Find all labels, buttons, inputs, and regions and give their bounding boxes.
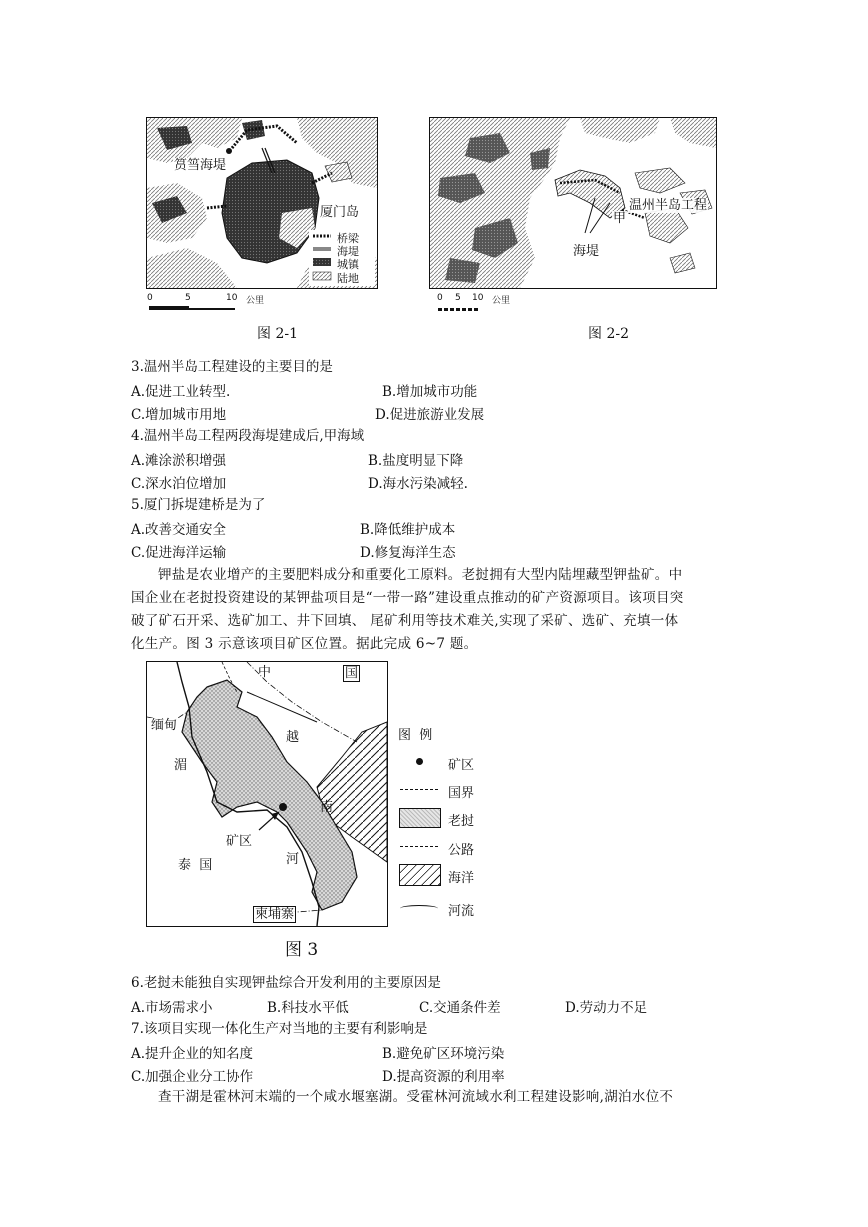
q5-option-a: A.改善交通安全	[131, 522, 227, 538]
label-river-he: 河	[286, 852, 300, 867]
label-myanmar: 缅甸	[151, 718, 178, 733]
q6-option-a: A.市场需求小	[131, 1000, 213, 1016]
q6-stem: 6.老挝未能独自实现钾盐综合开发利用的主要原因是	[131, 975, 441, 991]
label-china-guo: 国	[345, 666, 359, 681]
legend-laos-label: 老挝	[448, 814, 475, 829]
q6-option-b: B.科技水平低	[267, 1000, 349, 1016]
q4-option-c: C.深水泊位增加	[131, 476, 227, 492]
fig3-legend-title: 图 例	[398, 728, 433, 743]
potash-line-2: 国企业在老挝投资建设的某钾盐项目是“一带一路”建设重点推动的矿产资源项目。该项目突	[131, 590, 684, 606]
q5-option-d: D.修复海洋生态	[360, 545, 456, 561]
label-thailand: 泰 国	[178, 858, 213, 873]
scale-2-2-unit: 公里	[492, 296, 511, 306]
legend-border-symbol	[400, 789, 438, 790]
scale-2-1-unit: 公里	[246, 296, 265, 306]
potash-line-3: 破了矿石开采、选矿加工、井下回填、 尾矿利用等技术难关,实现了采矿、选矿、充填一体	[131, 613, 679, 629]
q7-stem: 7.该项目实现一体化生产对当地的主要有利影响是	[131, 1021, 428, 1037]
q4-option-a: A.滩涂淤积增强	[131, 453, 227, 469]
label-sea-dike: 海堤	[573, 244, 600, 259]
scale-2-1-tick-0: 0	[147, 293, 153, 303]
label-wenzhou-peninsula: 温州半岛工程	[629, 198, 708, 213]
figure-3-map	[146, 661, 388, 927]
scale-2-2-tick-5: 5	[455, 293, 461, 303]
q4-stem: 4.温州半岛工程两段海堤建成后,甲海域	[131, 428, 365, 444]
q3-option-d: D.促进旅游业发展	[375, 407, 485, 423]
potash-passage	[131, 564, 743, 656]
q7-option-d: D.提高资源的利用率	[382, 1069, 505, 1085]
legend-road-label: 公路	[448, 843, 475, 858]
scale-2-2-tick-10: 10	[472, 293, 484, 303]
figure-3-caption: 图 3	[285, 940, 319, 960]
legend-sea-symbol	[399, 864, 441, 886]
scale-2-2-tick-0: 0	[437, 293, 443, 303]
q4-option-d: D.海水污染减轻.	[368, 476, 468, 492]
label-vietnam-nan: 南	[320, 800, 334, 815]
legend-road-symbol	[400, 846, 438, 847]
q7-option-a: A.提升企业的知名度	[131, 1046, 254, 1062]
q3-option-c: C.增加城市用地	[131, 407, 227, 423]
legend-laos-symbol	[399, 808, 441, 828]
label-jia: 甲	[613, 211, 627, 226]
figure-2-1-caption: 图 2-1	[257, 326, 298, 342]
label-mekong-top: 湄	[174, 758, 188, 773]
label-cambodia: 柬埔寨	[255, 907, 295, 922]
label-xiamen-island: 厦门岛	[320, 205, 360, 220]
figure-2-2-caption: 图 2-2	[588, 326, 629, 342]
q4-option-b: B.盐度明显下降	[368, 453, 464, 469]
label-vietnam-yue: 越	[286, 730, 300, 745]
label-mine-area: 矿区	[226, 834, 253, 849]
legend-bridge: 桥梁	[337, 232, 359, 245]
legend-dike: 海堤	[337, 245, 359, 258]
scale-2-1-tick-10: 10	[226, 293, 238, 303]
q6-option-d: D.劳动力不足	[565, 1000, 648, 1016]
q3-option-b: B.增加城市功能	[382, 384, 478, 400]
q3-option-a: A.促进工业转型.	[131, 384, 231, 400]
legend-land: 陆地	[337, 272, 359, 285]
q5-option-b: B.降低维护成本	[360, 522, 456, 538]
potash-line-1: 钾盐是农业增产的主要肥料成分和重要化工原料。老挝拥有大型内陆埋藏型钾盐矿。中	[158, 567, 683, 583]
figure-2-2-map	[429, 117, 717, 289]
potash-line-4: 化生产。图 3 示意该项目矿区位置。据此完成 6~7 题。	[131, 636, 478, 652]
figure-2-1-map	[146, 117, 378, 289]
scale-2-2-bar	[438, 308, 478, 311]
q5-stem: 5.厦门拆堤建桥是为了	[131, 497, 266, 513]
legend-mine-symbol	[416, 758, 423, 765]
chagan-passage: 查干湖是霍林河末端的一个咸水堰塞湖。受霍林河流域水利工程建设影响,湖泊水位不	[158, 1089, 674, 1105]
q7-option-b: B.避免矿区环境污染	[382, 1046, 505, 1062]
legend-mine-label: 矿区	[448, 758, 475, 773]
label-yundang-dike: 筼筜海堤	[174, 158, 227, 173]
figure-3-graphic	[147, 662, 387, 926]
legend-river-symbol	[400, 905, 438, 912]
label-china-zhong: 中	[258, 665, 272, 680]
q7-option-c: C.加强企业分工协作	[131, 1069, 254, 1085]
scale-2-1-tick-5: 5	[185, 293, 191, 303]
scale-2-1-bar-half	[149, 306, 189, 310]
q5-option-c: C.促进海洋运输	[131, 545, 227, 561]
legend-border-label: 国界	[448, 786, 475, 801]
legend-town: 城镇	[337, 258, 359, 271]
q6-option-c: C.交通条件差	[419, 1000, 501, 1016]
q3-stem: 3.温州半岛工程建设的主要目的是	[131, 359, 333, 375]
legend-river-label: 河流	[448, 904, 475, 919]
legend-sea-label: 海洋	[448, 871, 475, 886]
